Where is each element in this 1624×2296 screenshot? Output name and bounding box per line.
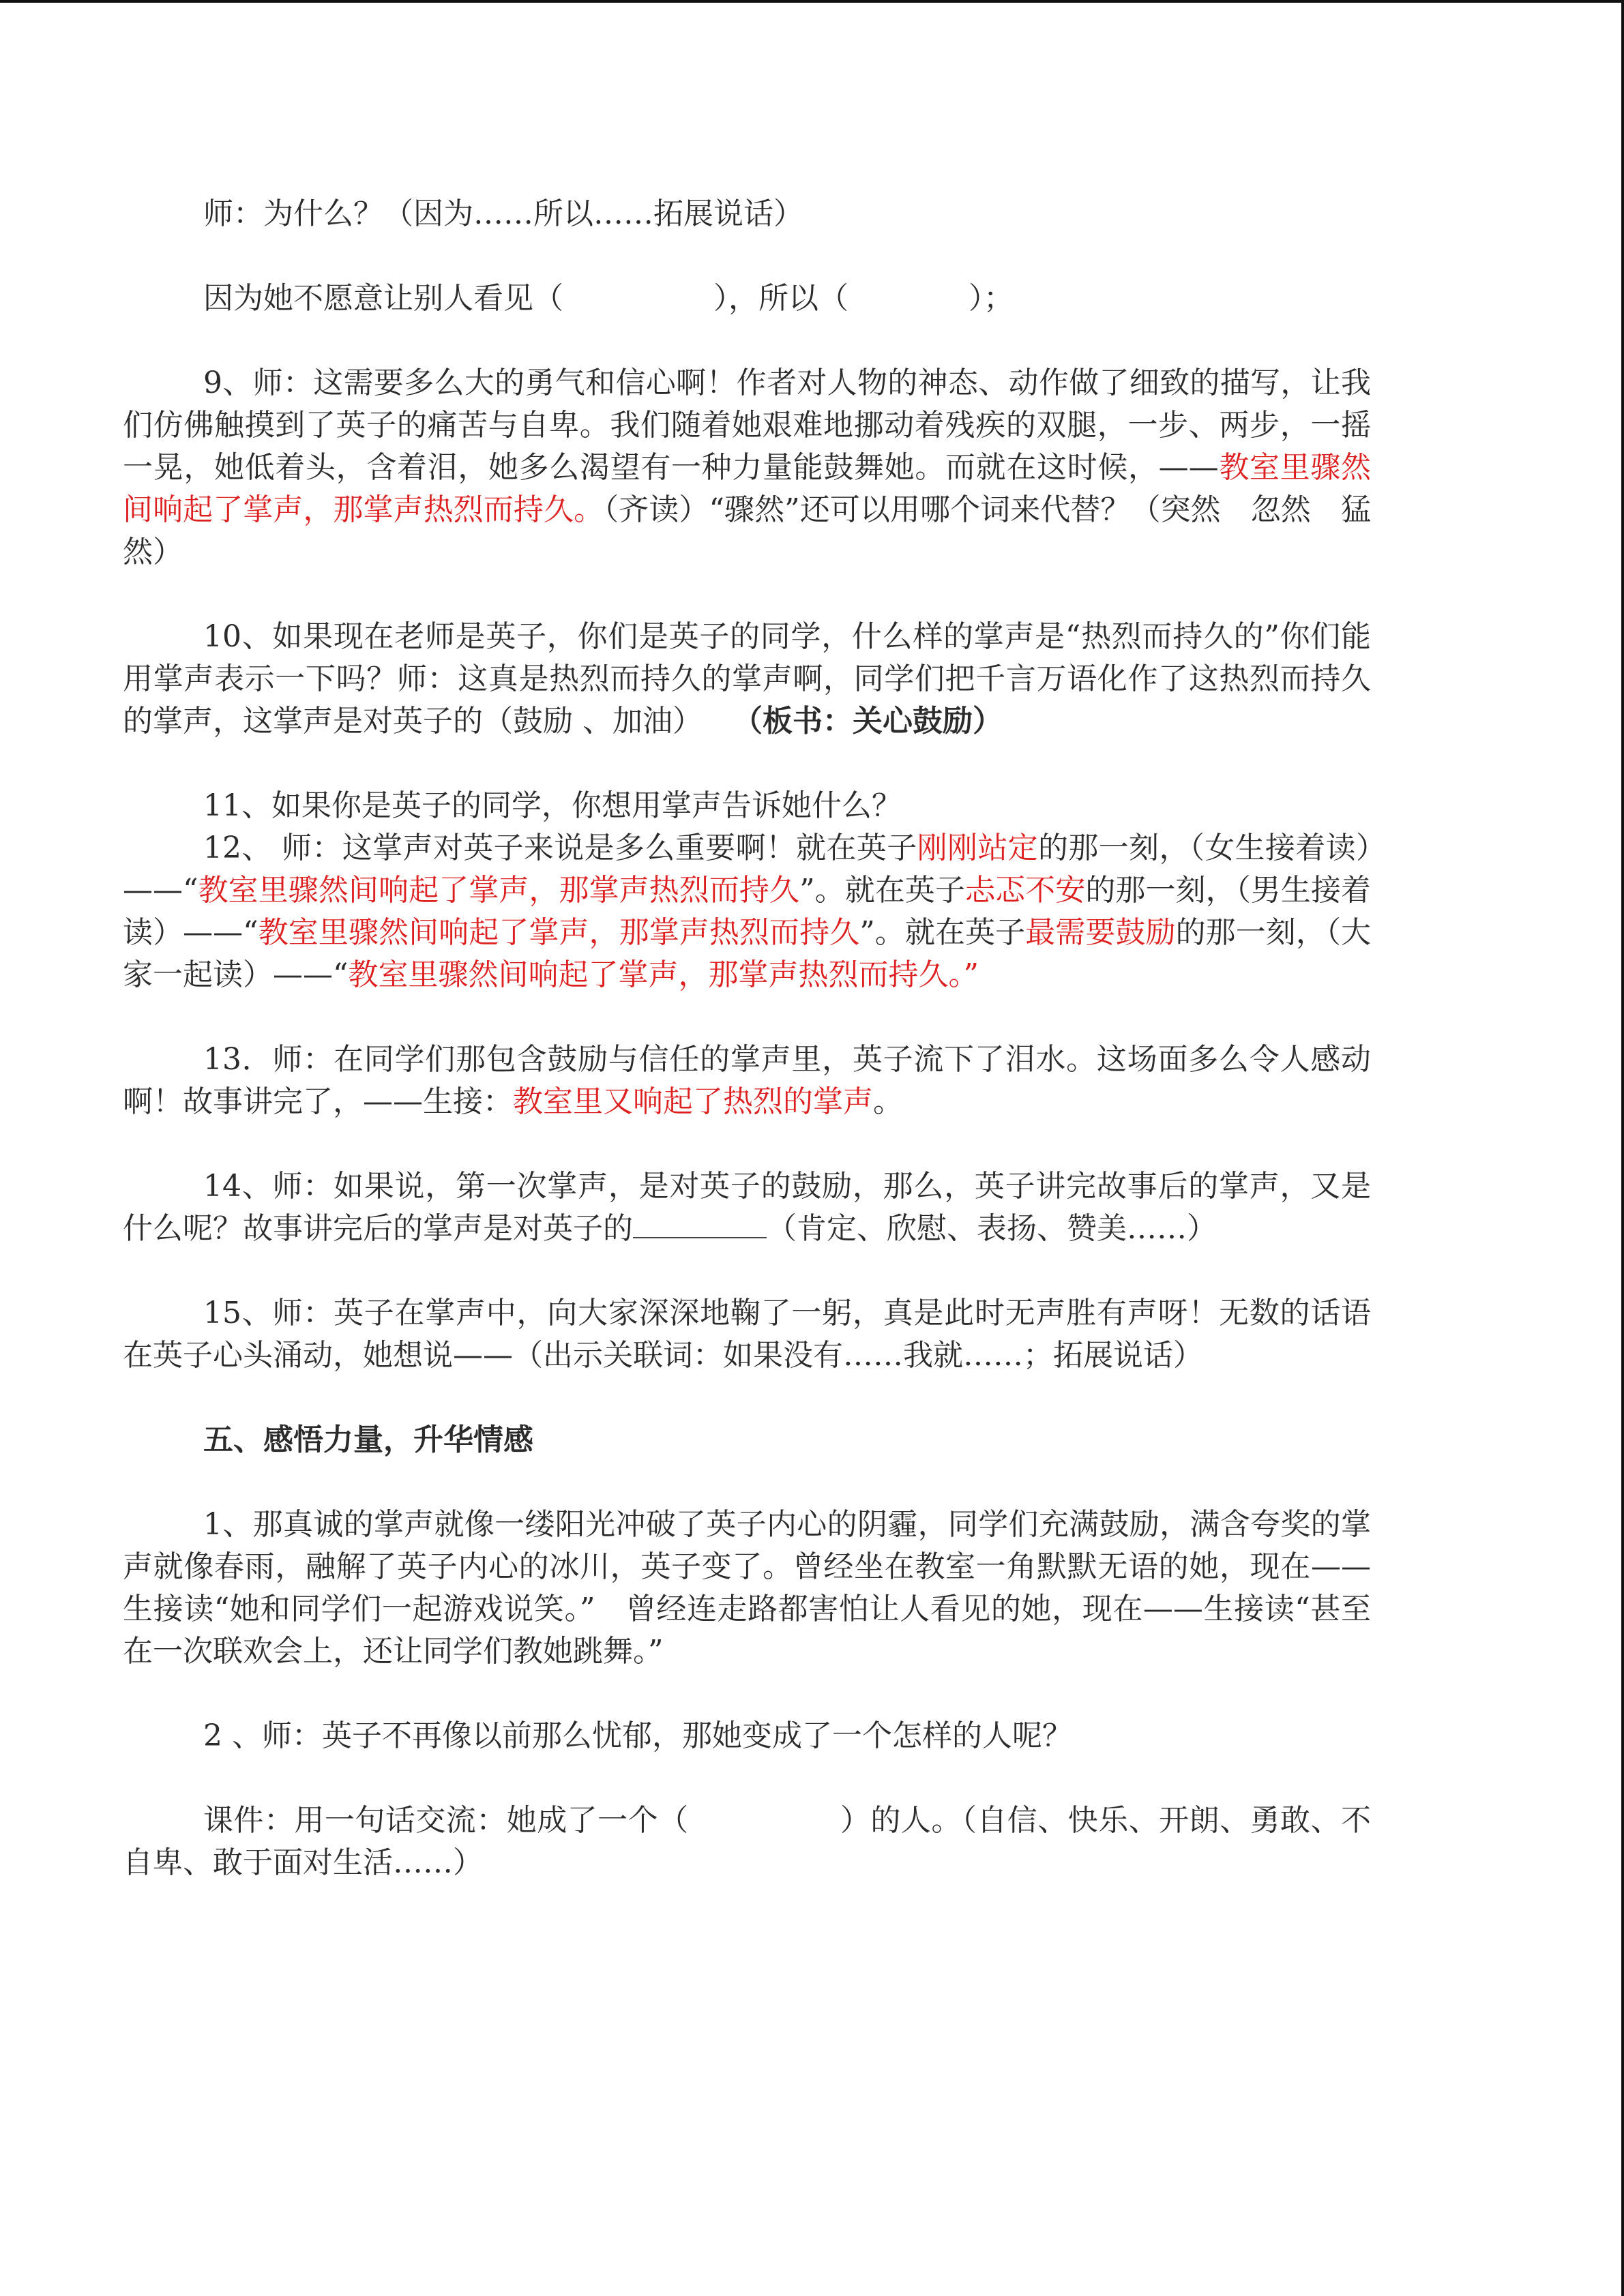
document-body: [123, 193, 1371, 1884]
highlight-anxious: 忐忑不安: [965, 873, 1086, 908]
highlight-applause-sentence: 教室里骤然间响起了掌声，那掌声热烈而持久。”: [348, 957, 979, 992]
spacer: [123, 743, 1371, 785]
paragraph-12-text: 12、 师：这掌声对英子来说是多么重要啊！就在英子: [203, 831, 917, 865]
spacer: [123, 573, 1371, 616]
paragraph-12-text: 的那一刻，（大家一起读）——“: [123, 915, 1372, 992]
spacer: [123, 1757, 1371, 1800]
fill-in-blank: [633, 1210, 767, 1238]
paragraph-12: [123, 827, 1371, 996]
blackboard-note: （板书：关心鼓励）: [748, 704, 1003, 739]
paragraph-because-so: 因为她不愿意让别人看见（ ），所以（ ）；: [203, 281, 1014, 316]
paragraph-5-2: 2 、师：英子不再像以前那么忧郁，那她变成了一个怎样的人呢？: [203, 1718, 1072, 1753]
paragraph-15: 15、师：英子在掌声中，向大家深深地鞠了一躬，真是此时无声胜有声呀！无数的话语在英子心头涌动，她想说——（出示关联词：如果没有……我就……；拓展说话）: [123, 1296, 1371, 1373]
spacer: [123, 235, 1371, 278]
highlight-applause-again: 教室里又响起了热烈的掌声: [513, 1084, 873, 1119]
highlight-just-stood: 刚刚站定: [917, 831, 1039, 865]
paragraph-12-text: 的那一刻，（男生接着读）——“: [123, 873, 1372, 950]
highlight-applause-sentence: 教室里骤然间响起了掌声，那掌声热烈而持久: [258, 915, 860, 950]
page-border-top: [0, 0, 1624, 3]
paragraph-13: [123, 1039, 1371, 1123]
spacer: [123, 1123, 1371, 1165]
paragraph-12-text: 的那一刻，（女生接着读）——“: [123, 831, 1371, 908]
paragraph-11: 11、如果你是英子的同学，你想用掌声告诉她什么？: [203, 788, 902, 823]
page-border-right: [1621, 0, 1624, 2296]
paragraph-why: 师：为什么？（因为……所以……拓展说话）: [203, 196, 803, 231]
paragraph-10: [123, 616, 1371, 743]
spacer: [123, 996, 1371, 1039]
paragraph-12-text: ”。就在英子: [799, 873, 966, 908]
paragraph-14: [123, 1165, 1371, 1250]
highlight-most-needs-encouragement: 最需要鼓励: [1025, 915, 1176, 950]
paragraph-13-text-end: 。: [873, 1084, 903, 1119]
paragraph-10-text: 10、如果现在老师是英子，你们是英子的同学，什么样的掌声是“热烈而持久的”你们能用掌声表示一下吗？师：这真是热烈而持久的掌声啊，同学们把千言万语化作了这热烈而持久的掌声，这掌声是对英子的（鼓励 、加油）: [123, 619, 1371, 739]
paragraph-14-text-end: （肯定、欣慰、表扬、赞美……）: [767, 1211, 1217, 1246]
spacer: [123, 1461, 1371, 1504]
paragraph-13-text: 13．师：在同学们那包含鼓励与信任的掌声里，英子流下了泪水。这场面多么令人感动啊！故事讲完了，——生接：: [123, 1042, 1371, 1119]
paragraph-12-text: ”。就在英子: [859, 915, 1026, 950]
section-heading-5: 五、感悟力量，升华情感: [203, 1422, 533, 1457]
spacer: [123, 320, 1371, 362]
paragraph-14-text: 14、师：如果说，第一次掌声，是对英子的鼓励，那么，英子讲完故事后的掌声，又是什么呢？故事讲完后的掌声是对英子的: [123, 1169, 1371, 1246]
paragraph-courseware: 课件：用一句话交流：她成了一个（ ）的人。（自信、快乐、开朗、勇敢、不自卑、敢于面对生活……）: [123, 1803, 1371, 1880]
spacer: [123, 1377, 1371, 1419]
paragraph-5-1: 1、那真诚的掌声就像一缕阳光冲破了英子内心的阴霾，同学们充满鼓励，满含夸奖的掌声就像春雨，融解了英子内心的冰川，英子变了。曾经坐在教室一角默默无语的她，现在——生接读“她和同学们一起游戏说笑。” 曾经连走路都害怕让人看见的她，现在——生接读“甚至在一次联欢会上，还让同学们教她跳舞。”: [123, 1507, 1371, 1669]
paragraph-9: [123, 362, 1371, 573]
spacer: [123, 1250, 1371, 1292]
highlight-applause-sentence: 教室里骤然间响起了掌声，那掌声热烈而持久: [198, 873, 800, 908]
paragraph-9-text: 9、师：这需要多么大的勇气和信心啊！作者对人物的神态、动作做了细致的描写，让我们仿佛触摸到了英子的痛苦与自卑。我们随着她艰难地挪动着残疾的双腿，一步、两步，一摇一晃，她低着头，含着泪，她多么渴望有一种力量能鼓舞她。而就在这时候，——: [123, 366, 1371, 485]
highlight-applause-sentence: 教室里骤然间响起了掌声，那掌声热烈而持久。: [123, 450, 1372, 527]
paragraph-9-text-end: （齐读）“骤然”还可以用哪个词来代替？（突然 忽然 猛然）: [123, 492, 1371, 569]
spacer: [123, 1673, 1371, 1715]
